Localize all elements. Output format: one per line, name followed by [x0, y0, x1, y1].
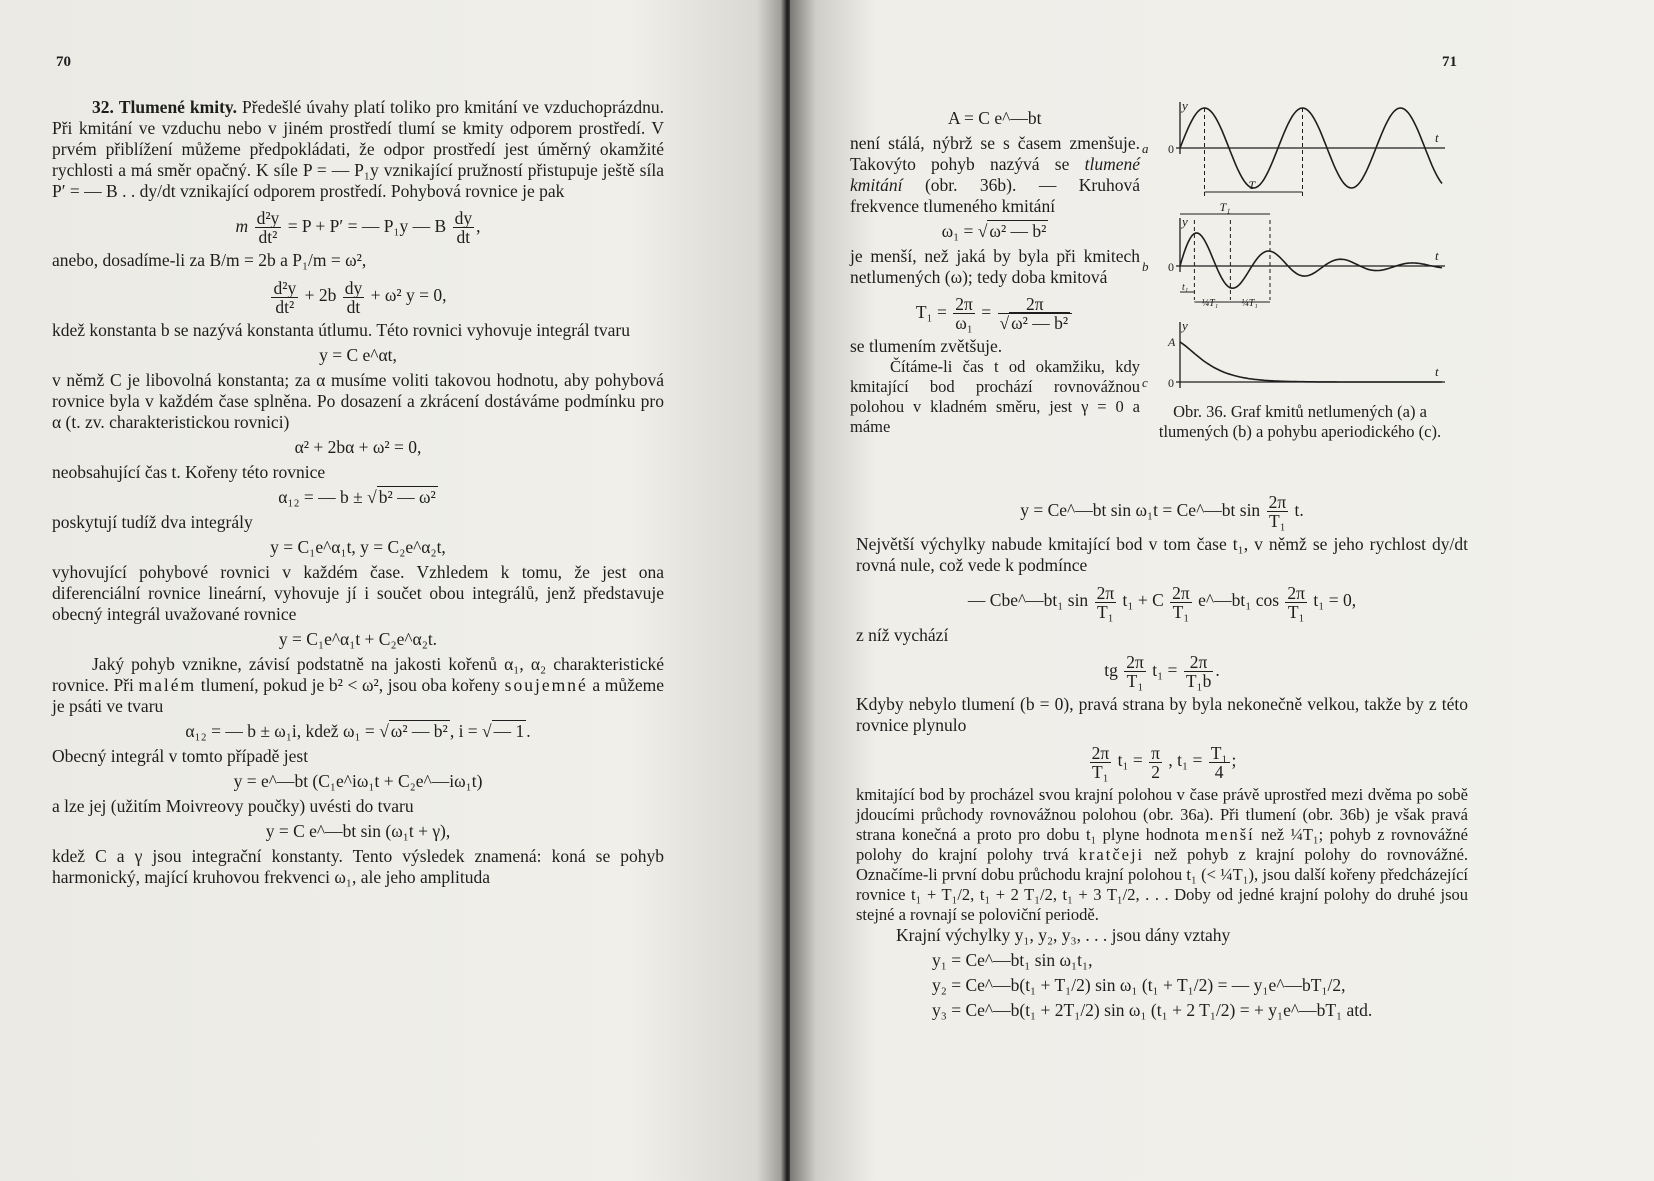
equation-y2: y₂ = Ce^—b(t₁ + T₁/2) sin ω₁ (t₁ + T₁/2) = — y₁e^—bT₁/2,: [932, 974, 1346, 995]
equation-displacement: y = Ce^—bt sin ω₁t = Ce^—bt sin $\frac{2\pi}{\text{T₁}}$ t.: [1020, 492, 1304, 532]
fraction: $\frac{2\pi}{\text{T₁b}}$: [1185, 652, 1212, 692]
right-page-body: [856, 486, 1468, 1025]
fraction: $\frac{2\pi}{\text{ω₁}}$: [955, 294, 973, 334]
eq-part: + ω² y = 0,: [370, 285, 447, 306]
left-page-body: [52, 97, 664, 888]
page-left: [0, 0, 788, 1181]
panel-c-aperiodic: [1142, 318, 1445, 390]
paragraph: kdež konstanta b se nazývá konstanta útlumu. Této rovnici vyhovuje integrál tvaru: [52, 319, 630, 340]
aperiodic-curve: [1180, 342, 1442, 382]
paragraph: z níž vychází: [856, 624, 949, 645]
fraction: $\frac{2\pi}{\text{T₁}}$: [1172, 582, 1190, 622]
y-axis-label: y: [1182, 98, 1188, 113]
equation: y = C₁e^α₁t + C₂e^α₂t.: [278, 628, 438, 649]
equation-y1: y₁ = Ce^—bt₁ sin ω₁t₁,: [932, 949, 1093, 970]
fraction: $\frac{2\pi}{\text{T₁}}$: [1091, 742, 1110, 782]
equation-characteristic: α² + 2bα + ω² = 0,: [294, 436, 422, 457]
paragraph: neobsahující čas t. Kořeny této rovnice: [52, 461, 326, 482]
section-title: Tlumené kmity.: [118, 97, 238, 117]
equation-amplitude: A = C e^—bt: [948, 108, 1042, 128]
equation-omega1: ω₁ = √ ω² — b²: [941, 221, 1047, 241]
t1-label: t₁: [1182, 282, 1189, 293]
paragraph: Kdyby nebylo tlumení (b = 0), pravá strana by byla nekonečně velkou, takže by z této rovnice plynulo: [856, 694, 1468, 736]
fraction: $\frac{2\pi}{\text{√ ω² — b²}}$: [998, 295, 1073, 332]
equation: y = C e^αt,: [319, 344, 397, 365]
figure-36: [1142, 98, 1460, 400]
right-column-text: [850, 104, 1140, 437]
equation-diff: [52, 275, 664, 315]
page-number: 70: [56, 54, 71, 70]
t-axis-label: t: [1435, 130, 1439, 145]
paragraph: vyhovující pohybové rovnici v každém čase. Vzhledem k tomu, že jest ona diferenciální rovnice lineární, vyhovuje jí i součet obou integrálů, jenž představuje obecný integrál uvažované rovnice: [52, 561, 664, 624]
origin-label: 0: [1168, 142, 1174, 156]
figure-caption: Obr. 36. Graf kmitů netlumených (a) a tlumených (b) a pohybu aperiodického (c).: [1158, 402, 1442, 441]
panel-label: c: [1142, 375, 1148, 390]
equation-velocity-zero: — Cbe^—bt₁ sin $\frac{2\pi}{\text{T₁}}$ t₁ + C $\frac{2\pi}{\text{T₁}}$ e^—bt₁ cos $\frac{2\pi}{\text{T₁}}$ t₁ = 0,: [967, 582, 1357, 622]
paragraph: Předešlé úvahy platí toliko pro kmitání ve vzduchoprázdnu. Při kmitání ve vzduchu nebo v jiném prostředí tlumí se kmity odporem prostředí. V prvém přiblížení můžeme předpokládati, že odpor prostředí jest úměrný okamžité rychlosti a má směr opačný. K síle P = — P₁y vznikající pružností přistupuje ještě síla P′ = — B . . dy/dt vznikající odporem prostředí. Pohybová rovnice je pak: [52, 97, 665, 201]
origin-label: 0: [1168, 260, 1174, 274]
equation: y = e^—bt (C₁e^iω₁t + C₂e^—iω₁t): [233, 770, 483, 791]
paragraph: poskytují tudíž dva integrály: [52, 511, 253, 532]
paragraph: kmitající bod by procházel svou krajní polohou v čase právě uprostřed mezi dvěma po sobě jdoucími průchody rovnovážnou polohou (obr. 36a). Při tlumení (obr. 36b) je však pravá strana konečná a proto pro dobu t₁ plyne hodnota menší než ¼T₁; pohyb z rovnovážné polohy do krajní polohy trvá kratčeji než pohyb z krajní polohy do rovnovážné. Označíme-li první dobu průchodu krajní polohou t₁ (< ¼T₁), jsou další kořeny předcházející rovnice t₁ + T₁/2, t₁ + 2 T₁/2, t₁ + 3 T₁/2, . . . Doby od jedné krajní polohy do druhé jsou stejné a rovnají se poloviční periodě.: [856, 784, 1469, 924]
equation-y3: y₃ = Ce^—b(t₁ + 2T₁/2) sin ω₁ (t₁ + 2 T₁/2) = + y₁e^—bT₁ atd.: [932, 999, 1373, 1020]
fraction: $\frac{2\pi}{\text{T₁}}$: [1126, 652, 1144, 692]
equation-undamped-t1: $\frac{2\pi}{\text{T₁}}$ t₁ = $\frac{\pi}{2}$ , t₁ = $\frac{\text{T₁}}{4}$ ;: [1091, 742, 1237, 782]
origin-label: 0: [1168, 376, 1174, 390]
period-label: T: [1248, 178, 1256, 192]
section-number: 32.: [92, 97, 114, 117]
paragraph: není stálá, nýbrž se s časem zmenšuje. Takovýto pohyb nazývá se tlumené kmitání (obr. 36b). — Kruhová frekvence tlumeného kmitání: [850, 133, 1140, 216]
equation-tangent: tg $\frac{2\pi}{\text{T₁}}$ t₁ = $\frac{2\pi}{\text{T₁b}}$ .: [1104, 652, 1220, 692]
eq-part: + 2b: [304, 285, 337, 306]
y-axis-label: y: [1182, 214, 1188, 229]
paragraph: Největší výchylky nabude kmitající bod v tom čase t₁, v němž se jeho rychlost dy/dt rovná nule, což vede k podmínce: [856, 534, 1468, 576]
fraction: $\frac{2\pi}{\text{T₁}}$: [1287, 582, 1306, 622]
paragraph: Krajní výchylky y₁, y₂, y₃, . . . jsou dány vztahy: [896, 924, 1231, 945]
page-right: [790, 0, 1654, 1181]
fraction: $\frac{\text{T₁}}{4}$: [1210, 742, 1228, 782]
paragraph: je menší, než jaká by byla při kmitech netlumených (ω); tedy doba kmitová: [850, 246, 1140, 287]
amplitude-label: A: [1168, 335, 1176, 349]
paragraph: Obecný integrál v tomto případě jest: [52, 745, 309, 766]
panel-a-undamped: [1142, 98, 1445, 196]
page-number: 71: [1442, 54, 1457, 70]
quarter-label-2: ¼T₁: [1241, 298, 1258, 309]
fraction: $\frac{\pi}{2}$: [1151, 742, 1160, 782]
eq-part: = P + P′ = — P₁y — B: [287, 216, 447, 236]
section-paragraph: [52, 97, 664, 202]
fraction: $\frac{\text{d²y}}{\text{dt²}}$: [273, 277, 297, 317]
quarter-label-1: ¼T₁: [1201, 298, 1219, 309]
equation: y = C₁e^α₁t, y = C₂e^α₂t,: [270, 536, 446, 557]
panel-label: a: [1142, 141, 1149, 156]
paragraph: v němž C je libovolná konstanta; za α musíme voliti takovou hodnotu, aby pohybová rovnice byla v každém čase splněna. Po dosazení a zkrácení dostáváme podmínku pro α (t. zv. charakteristickou rovnici): [52, 369, 664, 432]
equation-roots: α₁₂ = — b ± √ b² — ω²: [278, 486, 436, 507]
paragraph: se tlumením zvětšuje.: [850, 336, 1003, 357]
panel-label: b: [1142, 259, 1149, 274]
paragraph: anebo, dosadíme-li za B/m = 2b a P₁/m = ω²,: [52, 250, 367, 271]
period-label: T₁: [1219, 200, 1231, 214]
t-axis-label: t: [1435, 364, 1439, 379]
y-axis-label: y: [1182, 318, 1188, 333]
damped-curve: [1180, 233, 1442, 288]
fraction: $\frac{\text{d²y}}{\text{dt²}}$: [256, 208, 280, 248]
equation-motion: m $\frac{\text{d²y}}{\text{dt²}}$ = P + P′ = — P₁y — B $\frac{dy}{dt}$ ,: [235, 208, 481, 248]
fraction: $\frac{2\pi}{\text{T₁}}$: [1096, 582, 1115, 622]
paragraph: kdež C a γ jsou integrační konstanty. Tento výsledek znamená: koná se pohyb harmonický, mající kruhovou frekvenci ω₁, ale jeho amplituda: [52, 845, 664, 887]
eq-symbol: m: [235, 216, 249, 236]
t-axis-label: t: [1435, 248, 1439, 263]
paragraph: Jaký pohyb vznikne, závisí podstatně na jakosti kořenů α₁, α₂ charakteristické rovnice. Při malém tlumení, pokud je b² < ω², jsou oba kořeny soujemné a můžeme je psáti ve tvaru: [52, 653, 665, 716]
fraction: $\frac{dy}{dt}$: [454, 208, 473, 248]
panel-b-damped: [1142, 200, 1445, 309]
paragraph: a lze jej (užitím Moivreovy poučky) uvésti do tvaru: [52, 795, 414, 816]
fraction: $\frac{dy}{dt}$: [344, 277, 363, 317]
paragraph: Čítáme-li čas t od okamžiku, kdy kmitající bod prochází rovnovážnou polohou v kladném směru, jest γ = 0 a máme: [850, 357, 1140, 437]
fraction: $\frac{2\pi}{\text{T₁}}$: [1268, 492, 1287, 532]
equation-period: T₁ = $\frac{2\pi}{\text{ω₁}}$ = $\frac{2\pi}{\text{√ ω² — b²}}$: [850, 292, 1140, 332]
equation-complex-roots: α₁₂ = — b ± ω₁i, kdež ω₁ = √ ω² — b² , i = √ — 1 .: [185, 720, 531, 741]
equation: y = C e^—bt sin (ω₁t + γ),: [265, 820, 451, 841]
